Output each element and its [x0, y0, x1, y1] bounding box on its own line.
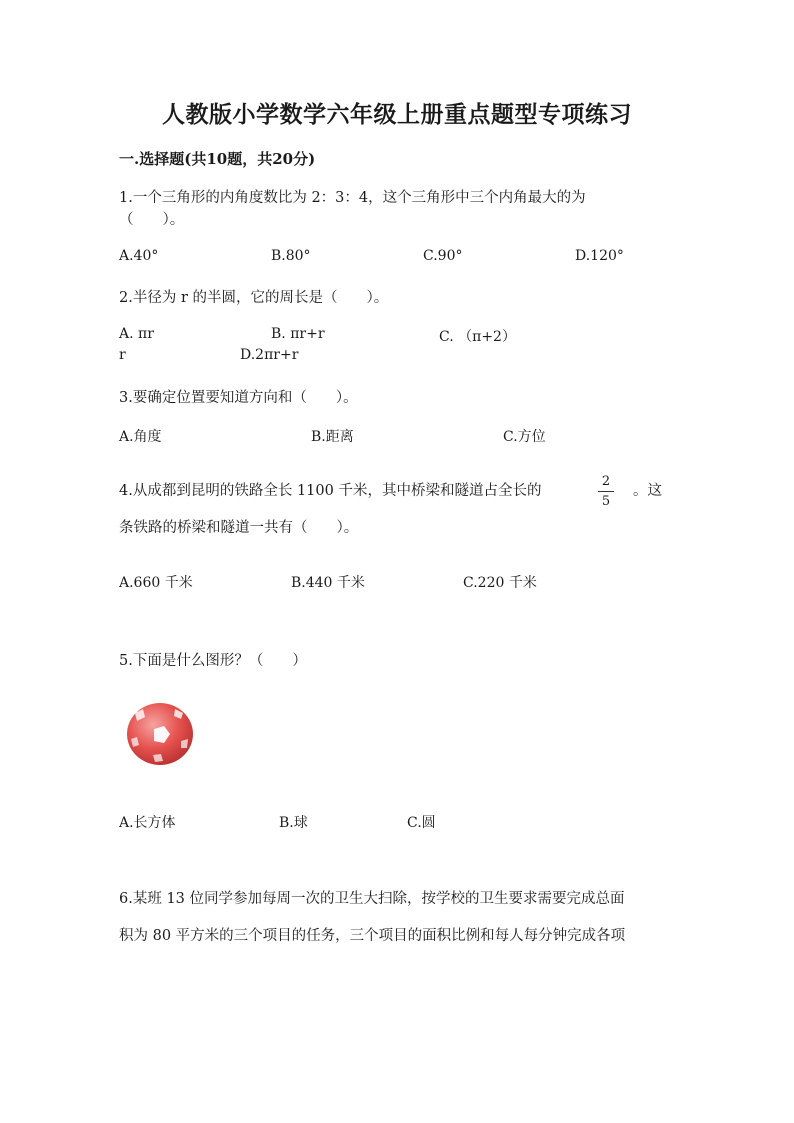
q3-option-b[interactable]: B.距离 — [311, 429, 354, 445]
q2-option-c[interactable]: C. （π+2） — [439, 329, 516, 345]
q1-option-a[interactable]: A.40° — [119, 248, 159, 264]
fraction-denominator: 5 — [601, 494, 611, 509]
q1-option-c[interactable]: C.90° — [423, 248, 463, 264]
q4-option-c[interactable]: C.220 千米 — [463, 575, 537, 591]
q1-stem-line2: （ ）。 — [119, 212, 185, 228]
q1-stem-line1: 1.一个三角形的内角度数比为 2：3：4，这个三角形中三个内角最大的为 — [119, 190, 586, 206]
q2-option-a[interactable]: A. πr — [119, 326, 154, 342]
q5-option-c[interactable]: C.圆 — [407, 815, 436, 831]
q3-option-c[interactable]: C.方位 — [503, 429, 546, 445]
q4-option-b[interactable]: B.440 千米 — [291, 575, 365, 591]
q2-option-d[interactable]: D.2πr+r — [240, 347, 299, 363]
section-heading: 一.选择题(共10题，共20分) — [119, 150, 316, 168]
q4-option-a[interactable]: A.660 千米 — [119, 575, 193, 591]
q5-option-b[interactable]: B.球 — [279, 815, 308, 831]
q2-stem: 2.半径为 r 的半圆，它的周长是（ ）。 — [119, 290, 389, 306]
soccer-ball-image — [125, 701, 195, 767]
q1-option-d[interactable]: D.120° — [575, 248, 624, 264]
fraction-bar — [598, 491, 614, 492]
q4-stem-line1: 4.从成都到昆明的铁路全长 1100 千米，其中桥梁和隧道占全长的 — [119, 483, 542, 499]
q4-stem-line2: 条铁路的桥梁和隧道一共有（ ）。 — [119, 520, 359, 536]
q2-option-c-continued: r — [119, 347, 126, 363]
q5-option-a[interactable]: A.长方体 — [119, 815, 176, 831]
q5-stem: 5.下面是什么图形？（ ） — [119, 653, 307, 669]
q1-option-b[interactable]: B.80° — [271, 248, 311, 264]
q4-stem-line1-end: 。这 — [633, 483, 662, 499]
q3-option-a[interactable]: A.角度 — [119, 429, 162, 445]
q6-stem-line1: 6.某班 13 位同学参加每周一次的卫生大扫除，按学校的卫生要求需要完成总面 — [119, 891, 625, 907]
q6-stem-line2: 积为 80 平方米的三个项目的任务，三个项目的面积比例和每人每分钟完成各项 — [119, 928, 626, 944]
page-title: 人教版小学数学六年级上册重点题型专项练习 — [162, 101, 632, 128]
q2-option-b[interactable]: B. πr+r — [271, 326, 325, 342]
q4-fraction — [598, 474, 614, 510]
fraction-numerator: 2 — [601, 474, 611, 489]
q3-stem: 3.要确定位置要知道方向和（ ）。 — [119, 390, 358, 406]
